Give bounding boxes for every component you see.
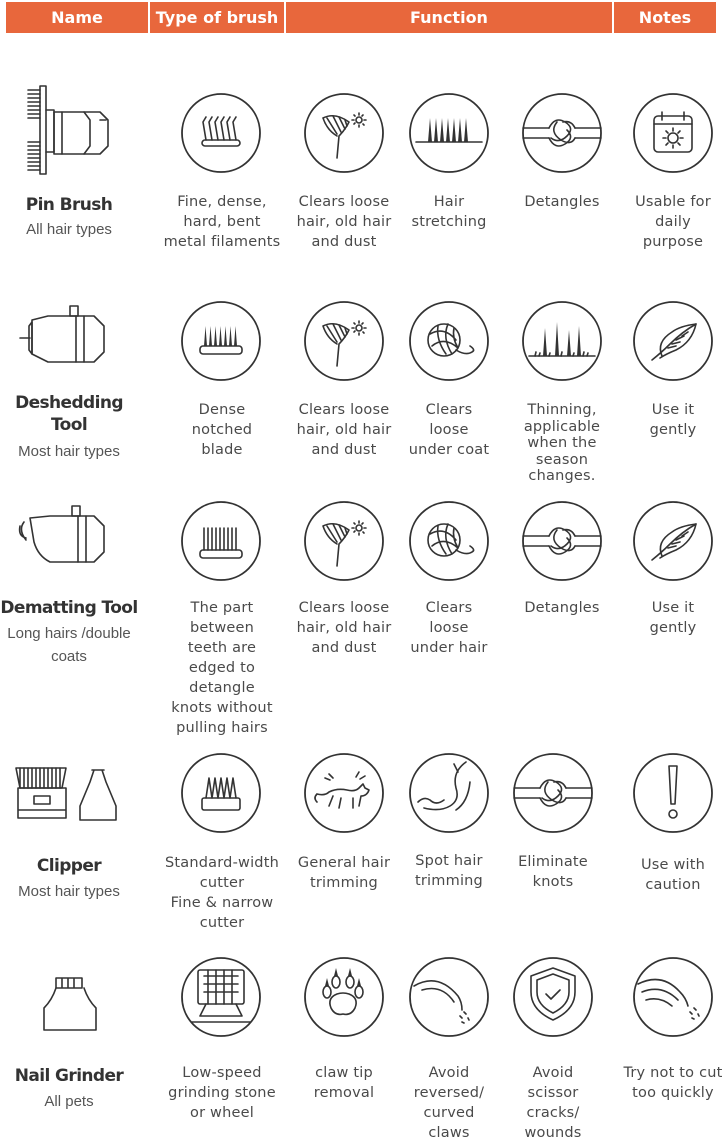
function-2-text: Hair stretching [411,194,487,230]
header-function: Function [286,2,612,33]
brush-type-text: Dense notched blade [191,402,253,458]
function-2-text: Spot hair trimming [415,853,483,889]
function-2-text: Avoid reversed/ curved claws [413,1065,485,1141]
product-name: Deshedding Tool [15,393,123,435]
product-hair-type: Most hair types [18,443,120,460]
grinding-stone-icon [180,956,262,1038]
brush-type-text: Low-speed grinding stone or wheel [168,1065,276,1121]
product-name: Clipper [36,856,102,876]
function-3-text: Detangles [524,194,600,210]
notes-text: Use with caution [640,857,706,893]
function-1-text: General hair trimming [297,855,391,891]
notes-text: Try not to cut too quickly [623,1065,723,1101]
header-type-of-brush: Type of brush [150,2,284,33]
function-2-text: Clears loose under coat [408,402,490,458]
notes-text: Usable for daily purpose [635,194,711,250]
product-hair-type: All hair types [26,221,112,238]
function-3-text: Thinning, applicable when the season changes. [523,402,601,484]
function-1-text: claw tip removal [313,1065,375,1101]
brush-type-text: Standard-width cutter Fine & narrow cutter [165,855,279,931]
product-name: Nail Grinder [14,1066,124,1086]
header-name: Name [6,2,148,33]
function-1-text: Clears loose hair, old hair and dust [296,194,392,250]
product-hair-type: Long hairs /double coats [7,625,131,665]
header-notes: Notes [614,2,716,33]
brush-type-text: The part between teeth are edged to detangle knots without pulling hairs [171,600,273,736]
shield-check-icon [512,956,594,1038]
function-3-text: Eliminate knots [518,854,588,890]
function-1-text: Clears loose hair, old hair and dust [296,600,392,656]
paw-claw-icon [303,956,385,1038]
product-name: Pin Brush [25,195,113,215]
claw-cut-icon [632,956,714,1038]
product-hair-type: All pets [44,1093,94,1110]
product-name: Dematting Tool [0,598,138,618]
brush-type-text: Fine, dense, hard, bent metal filaments [163,194,281,250]
nail-grinder-image [40,972,100,1034]
function-1-text: Clears loose hair, old hair and dust [296,402,392,458]
curved-claw-icon [408,956,490,1038]
notes-text: Use it gently [649,402,697,438]
function-3-text: Detangles [524,600,600,616]
function-3-text: Avoid scissor cracks/ wounds [524,1065,582,1141]
function-2-text: Clears loose under hair [410,600,488,656]
product-hair-type: Most hair types [18,883,120,900]
notes-text: Use it gently [649,600,697,636]
